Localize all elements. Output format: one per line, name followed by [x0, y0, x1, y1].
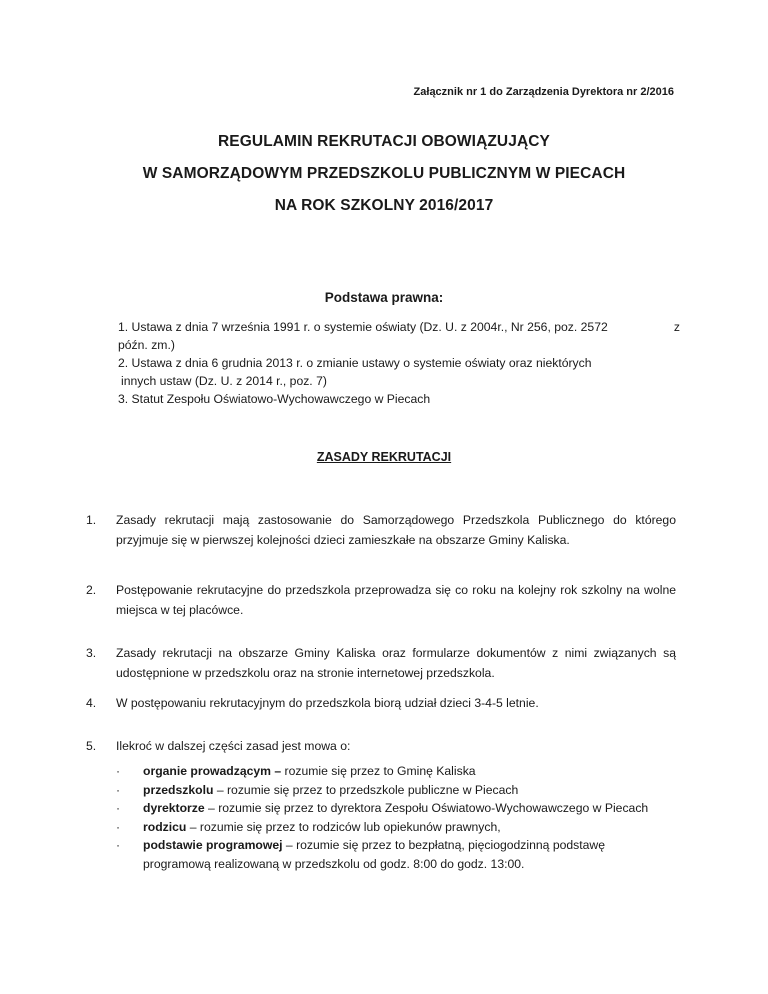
rule-number: 2. [86, 583, 97, 597]
legal-basis-line-1a: 1. Ustawa z dnia 7 września 1991 r. o systemie oświaty (Dz. U. z 2004r., Nr 256, poz. 2572 [118, 320, 608, 334]
rule-item [86, 736, 676, 756]
definition-desc: – rozumie się przez to dyrektora Zespołu Oświatowo-Wychowawczego w Piecach [204, 801, 649, 815]
legal-basis-list [118, 318, 678, 408]
rule-item [86, 510, 676, 550]
title-line-3: NA ROK SZKOLNY 2016/2017 [274, 197, 494, 214]
definition-item [116, 836, 678, 855]
legal-basis-line-3: 2. Ustawa z dnia 6 grudnia 2013 r. o zmianie ustawy o systemie oświaty oraz niektórych [118, 356, 592, 370]
bullet-icon: · [116, 782, 121, 797]
bullet-icon: · [116, 801, 121, 815]
rule-number: 1. [86, 513, 97, 527]
rule-text: Postępowanie rekrutacyjne do przedszkola przeprowadza się co roku na kolejny rok szkolny na wolne miejsca w tej placówce. [116, 583, 676, 617]
definition-term: rodzicu [143, 819, 187, 834]
legal-basis-line-2: późn. zm.) [118, 338, 175, 352]
attachment-note: Załącznik nr 1 do Zarządzenia Dyrektora nr 2/2016 [413, 86, 674, 98]
rule-text: W postępowaniu rekrutacyjnym do przedszkola biorą udział dzieci 3-4-5 letnie. [116, 696, 539, 710]
definition-item [116, 818, 678, 837]
rule-number: 3. [86, 646, 97, 660]
definition-item [116, 762, 678, 781]
bullet-icon: · [116, 838, 121, 852]
definition-term: dyrektorze [143, 801, 205, 815]
rule-text: Zasady rekrutacji na obszarze Gminy Kaliska oraz formularze dokumentów z nimi związanych są udostępnione w przedszkolu oraz na stronie internetowej przedszkola. [116, 646, 676, 680]
legal-basis-heading: Podstawa prawna: [324, 290, 444, 305]
definitions-list [116, 762, 678, 873]
definition-term: podstawie programowej [143, 838, 283, 852]
rule-number: 5. [86, 739, 97, 753]
legal-basis-line-5: 3. Statut Zespołu Oświatowo-Wychowawczego w Piecach [118, 392, 431, 406]
definition-desc: – rozumie się przez to rodziców lub opiekunów prawnych, [186, 819, 501, 834]
title-line-2: W SAMORZĄDOWYM PRZEDSZKOLU PUBLICZNYM W PIECACH [142, 165, 626, 182]
bullet-icon: · [116, 764, 121, 778]
definition-term: organie prowadzącym – [143, 764, 282, 778]
definition-desc: – rozumie się przez to przedszkole publiczne w Piecach [213, 782, 519, 797]
definition-desc: rozumie się przez to Gminę Kaliska [281, 764, 476, 778]
definition-desc: – rozumie się przez to bezpłatną, pięciogodzinną podstawę [282, 838, 606, 852]
legal-basis-line-4: innych ustaw (Dz. U. z 2014 r., poz. 7) [121, 374, 327, 388]
rule-number: 4. [86, 696, 97, 710]
rule-item [86, 580, 676, 620]
rules-heading: ZASADY REKRUTACJI [316, 450, 452, 464]
definition-term: przedszkolu [143, 782, 214, 797]
rule-item [86, 693, 676, 713]
rule-item [86, 643, 676, 683]
legal-basis-line-1 [118, 318, 680, 336]
title-line-1: REGULAMIN REKRUTACJI OBOWIĄZUJĄCY [218, 133, 550, 150]
definition-item [116, 799, 678, 818]
rule-text: Zasady rekrutacji mają zastosowanie do Samorządowego Przedszkola Publicznego do którego przyjmuje się w pierwszej kolejności dzieci zamieszkałe na obszarze Gminy Kaliska. [116, 513, 676, 547]
definition-continuation: programową realizowaną w przedszkolu od godz. 8:00 do godz. 13:00. [143, 856, 525, 871]
rule-text: Ilekroć w dalszej części zasad jest mowa o: [116, 739, 351, 753]
bullet-icon: · [116, 819, 121, 834]
legal-basis-line-1b: z [673, 320, 680, 334]
definition-item [116, 781, 678, 800]
